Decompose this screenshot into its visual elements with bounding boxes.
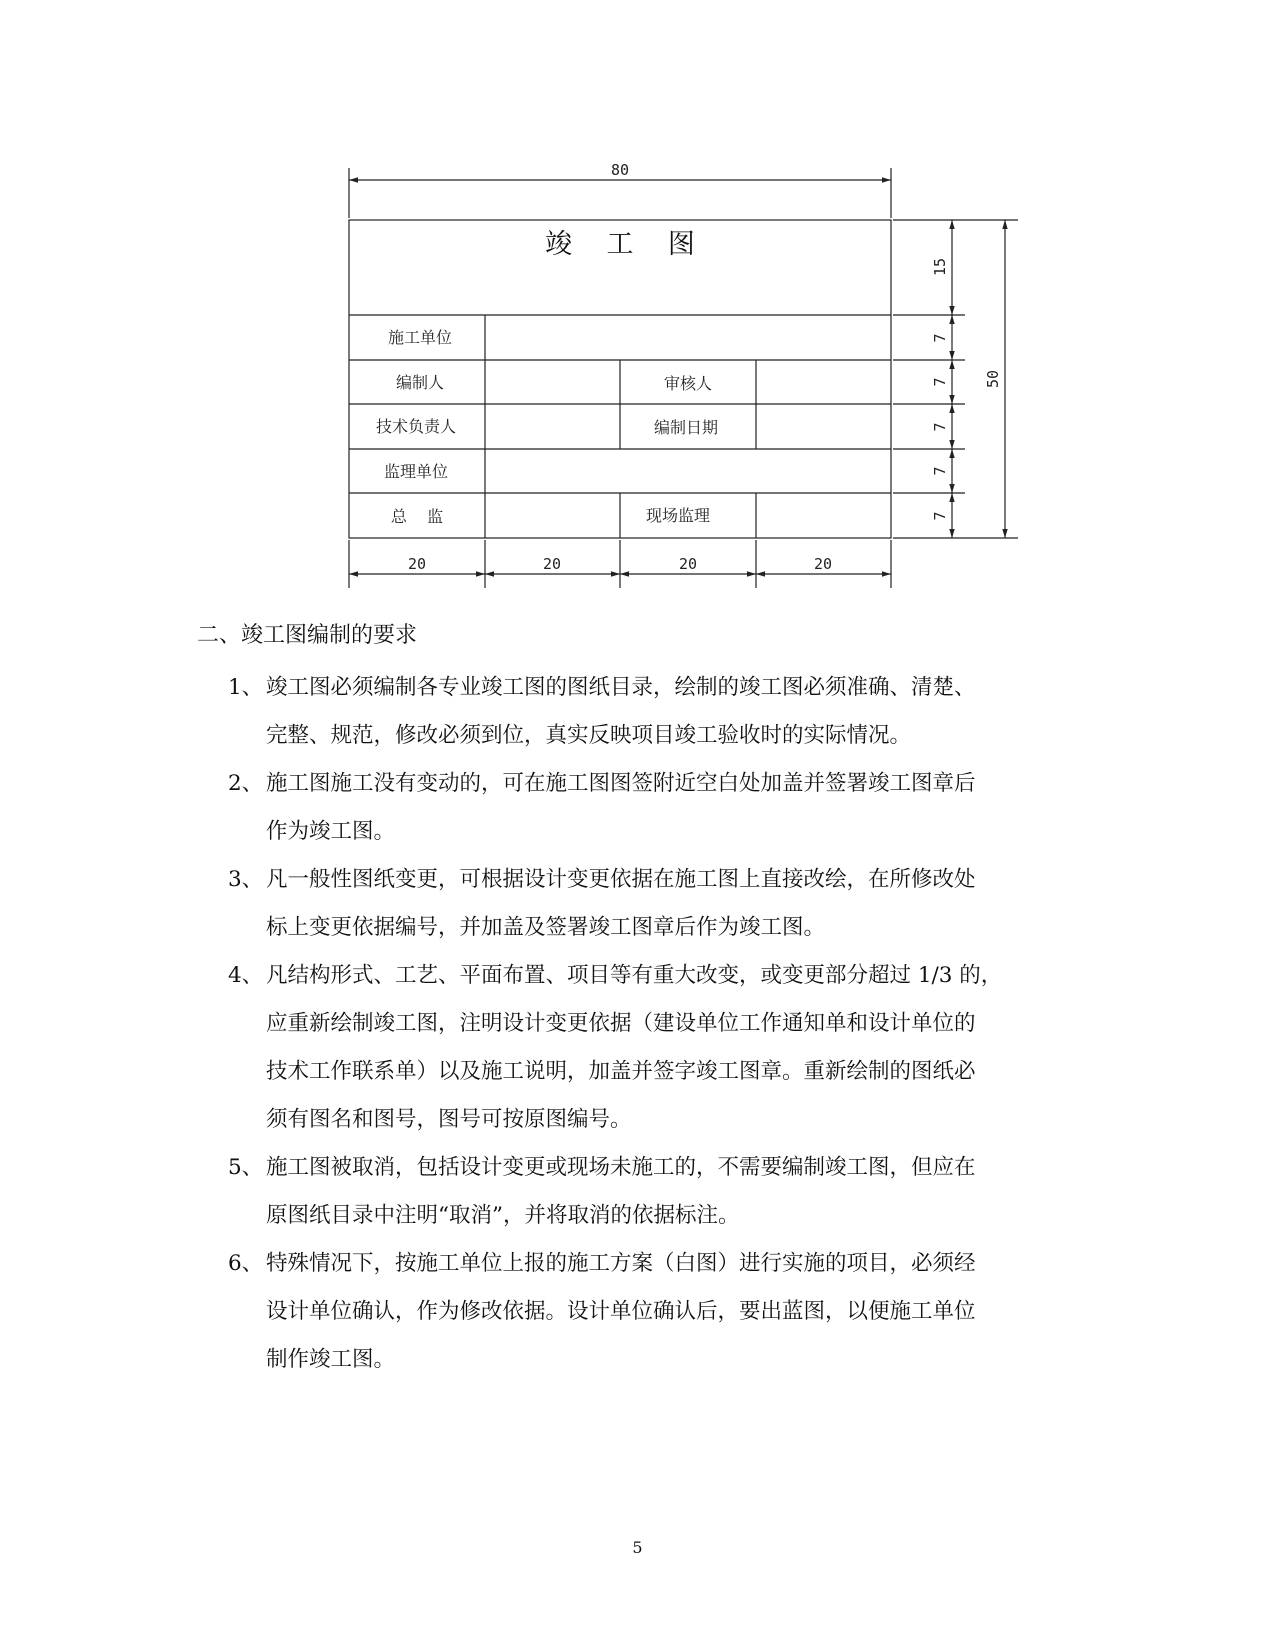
page-number: 5 — [632, 1538, 643, 1557]
requirement-number: 4、 — [228, 963, 264, 988]
requirement-number: 3、 — [228, 867, 264, 892]
dim-top-width: 80 — [610, 161, 630, 179]
requirement-line: 凡结构形式、工艺、平面布置、项目等有重大改变，或变更部分超过 1/3 的， — [266, 963, 1003, 988]
requirement-item — [228, 952, 1128, 1144]
requirement-item — [228, 1240, 1128, 1384]
dim-bottom-col-2: 20 — [542, 555, 562, 573]
dim-right-row-3: 7 — [931, 422, 949, 432]
dim-bottom-col-3: 20 — [678, 555, 698, 573]
requirement-item — [228, 664, 1128, 760]
requirement-line: 技术工作联系单）以及施工说明，加盖并签字竣工图章。重新绘制的图纸必 — [266, 1059, 976, 1084]
requirement-line: 设计单位确认，作为修改依据。设计单位确认后，要出蓝图，以便施工单位 — [266, 1299, 976, 1324]
requirement-line: 竣工图必须编制各专业竣工图的图纸目录，绘制的竣工图必须准确、清楚、 — [266, 675, 976, 700]
label-construction-unit: 施工单位 — [387, 328, 453, 347]
requirement-line: 应重新绘制竣工图，注明设计变更依据（建设单位工作通知单和设计单位的 — [266, 1011, 976, 1036]
requirement-number: 2、 — [228, 771, 264, 796]
requirement-line: 施工图被取消，包括设计变更或现场未施工的，不需要编制竣工图，但应在 — [266, 1155, 976, 1180]
label-chief-supervisor: 总 监 — [390, 507, 444, 526]
dim-right-row-5: 7 — [931, 511, 949, 521]
as-built-stamp-drawing — [0, 0, 1275, 600]
dim-bottom-col-4: 20 — [813, 555, 833, 573]
requirement-item — [228, 760, 1128, 856]
requirement-line: 制作竣工图。 — [266, 1347, 396, 1372]
requirement-line: 完整、规范，修改必须到位，真实反映项目竣工验收时的实际情况。 — [266, 723, 912, 748]
requirement-line: 施工图施工没有变动的，可在施工图图签附近空白处加盖并签署竣工图章后 — [266, 771, 976, 796]
requirement-line: 原图纸目录中注明“取消”，并将取消的依据标注。 — [266, 1203, 740, 1228]
label-reviewer: 审核人 — [663, 374, 713, 393]
dim-right-row-1: 7 — [931, 333, 949, 343]
requirement-item — [228, 856, 1128, 952]
label-site-supervisor: 现场监理 — [645, 506, 711, 525]
dim-right-title-row: 15 — [931, 257, 949, 277]
requirement-line: 须有图名和图号，图号可按原图编号。 — [266, 1107, 632, 1132]
label-compiler: 编制人 — [395, 373, 445, 392]
dim-right-row-2: 7 — [931, 377, 949, 387]
section-heading: 二、竣工图编制的要求 — [197, 623, 418, 648]
label-compile-date: 编制日期 — [653, 418, 719, 437]
requirement-number: 6、 — [228, 1251, 264, 1276]
requirements-list — [228, 664, 1128, 1384]
dim-right-total: 50 — [984, 369, 1002, 389]
requirement-number: 5、 — [228, 1155, 264, 1180]
requirement-item — [228, 1144, 1128, 1240]
label-supervision-unit: 监理单位 — [383, 462, 449, 481]
requirement-number: 1、 — [228, 675, 264, 700]
requirement-line: 特殊情况下，按施工单位上报的施工方案（白图）进行实施的项目，必须经 — [266, 1251, 976, 1276]
stamp-title: 竣 工 图 — [545, 229, 695, 260]
label-technical-lead: 技术负责人 — [375, 417, 457, 436]
requirement-line: 凡一般性图纸变更，可根据设计变更依据在施工图上直接改绘，在所修改处 — [266, 867, 976, 892]
requirement-line: 作为竣工图。 — [266, 819, 396, 844]
dim-bottom-col-1: 20 — [407, 555, 427, 573]
requirement-line: 标上变更依据编号，并加盖及签署竣工图章后作为竣工图。 — [266, 915, 826, 940]
dim-right-row-4: 7 — [931, 466, 949, 476]
